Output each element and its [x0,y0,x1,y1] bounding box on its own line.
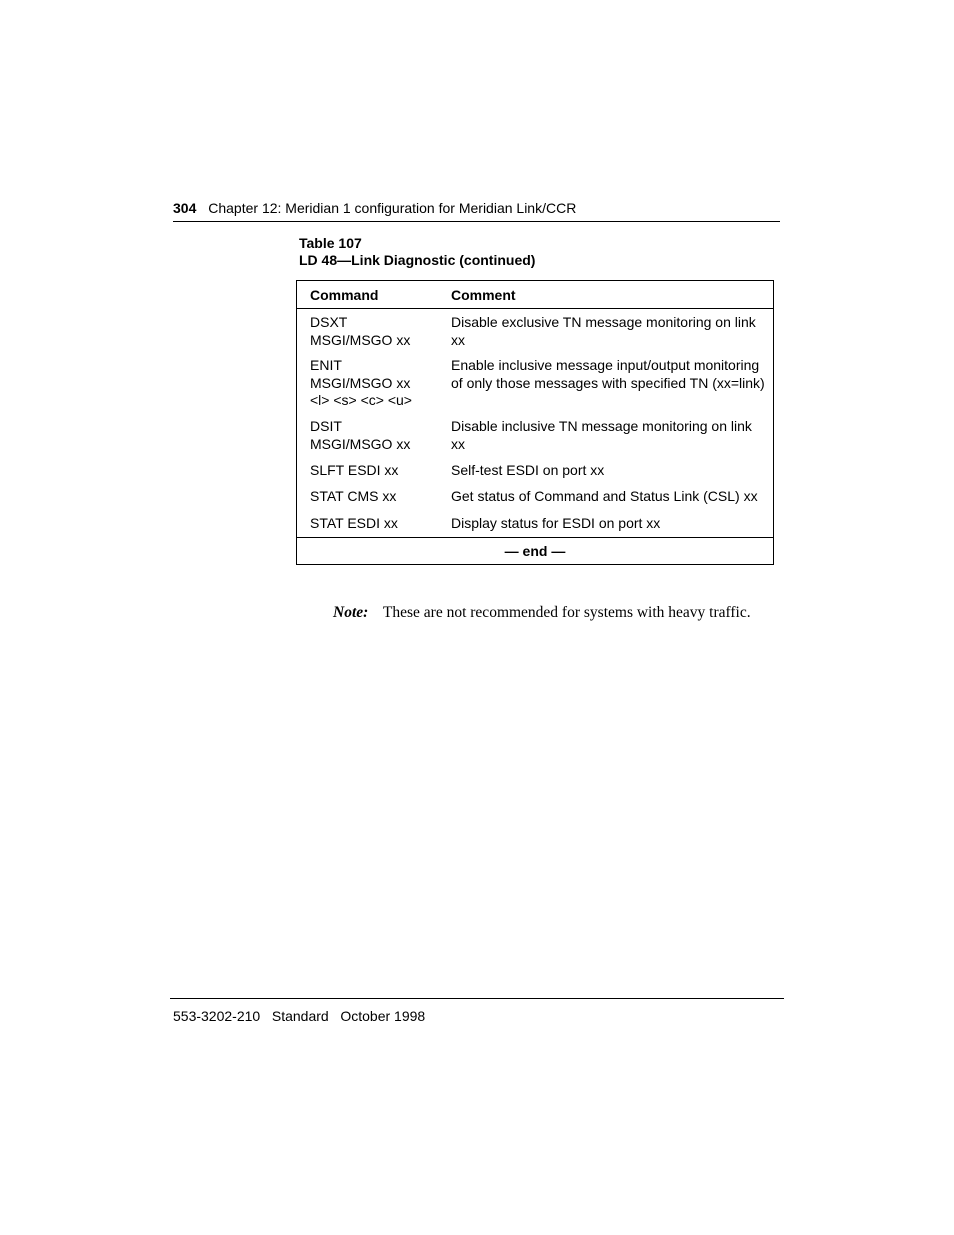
command-cell: DSXT MSGI/MSGO xx [310,314,411,348]
comment-cell: Self-test ESDI on port xx [451,462,605,478]
page-footer: 553-3202-210 Standard October 1998 [173,1008,426,1024]
command-cell: ENIT MSGI/MSGO xx <l> <s> <c> <u> [310,357,412,408]
command-cell: STAT CMS xx [310,488,397,504]
comment-cell: Enable inclusive message input/output monitoring of only those messages with specified TN (xx=link) [451,357,765,391]
table-header-row [297,281,773,309]
chapter-title: Chapter 12: Meridian 1 configuration for Meridian Link/CCR [208,200,577,216]
column-header-command: Command [310,287,379,303]
column-header-comment: Comment [451,287,516,303]
page-header [173,199,780,222]
command-cell: SLFT ESDI xx [310,462,399,478]
table-end-marker: — end — [297,537,773,565]
command-cell: STAT ESDI xx [310,515,398,531]
diagnostic-table [296,280,774,565]
footer-divider [170,998,784,999]
comment-cell: Disable inclusive TN message monitoring on link xx [451,418,752,452]
note [333,603,751,623]
table-title: LD 48—Link Diagnostic (continued) [299,252,536,268]
comment-cell: Display status for ESDI on port xx [451,515,661,531]
table-caption [299,235,535,269]
note-text: These are not recommended for systems with heavy traffic. [382,604,751,621]
command-cell: DSIT MSGI/MSGO xx [310,418,411,452]
note-label: Note: [333,604,369,621]
table-number: Table 107 [299,235,362,251]
comment-cell: Disable exclusive TN message monitoring on link xx [451,314,756,348]
page-number: 304 [173,200,197,216]
comment-cell: Get status of Command and Status Link (CSL) xx [451,488,758,504]
